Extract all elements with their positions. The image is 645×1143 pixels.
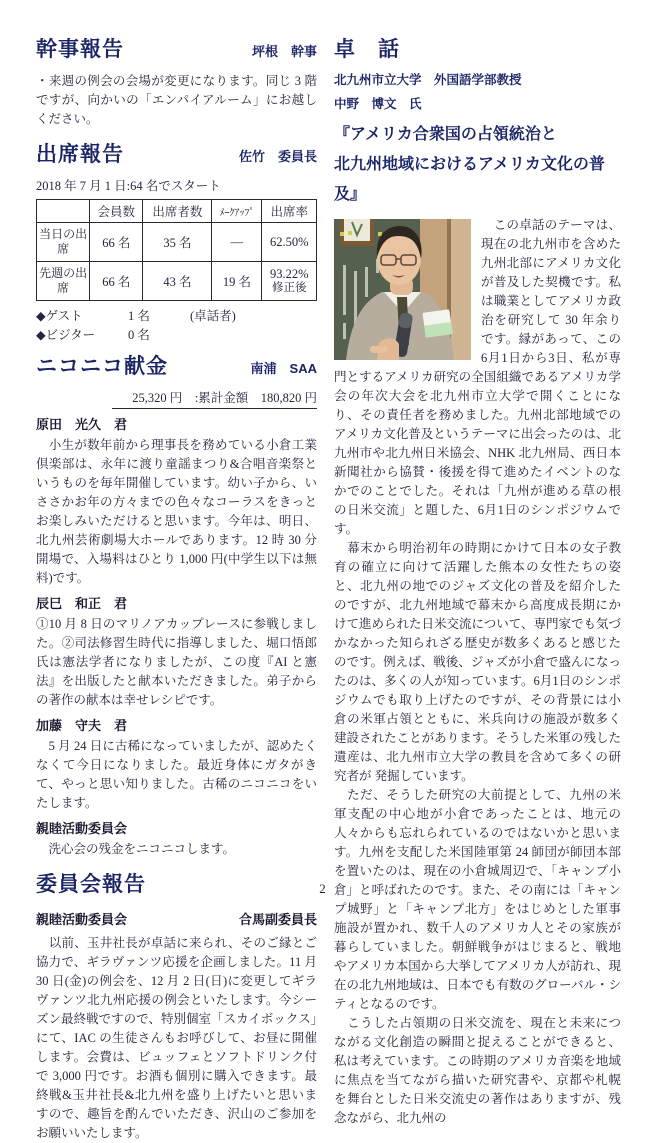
secretary-byline: 坪根 幹事: [251, 44, 317, 59]
left-column: [36, 38, 317, 1143]
attendance-byline: 佐竹 委員長: [238, 149, 317, 164]
section-title-talk: 卓 話: [334, 38, 400, 61]
section-title-niconico: ニコニコ献金: [36, 355, 168, 378]
niconico-header: [36, 355, 317, 379]
donation-entry: [36, 821, 317, 859]
donation-entry: [36, 718, 317, 813]
attendance-table: [36, 199, 317, 301]
table-header-makeup: ﾒｰｸｱｯﾌﾟ: [212, 200, 262, 223]
table-cell-label: 当日の出席: [37, 223, 90, 262]
entry-body: ①10 月 8 日のマリノアカップレースに参戦しました。②司法修習生時代に指導しました、堀口悟郎氏は憲法学者になりましたが、この度『AI と憲法』を出版したと献本いただきました。弟子からの著作の献本は幸せレシピです。: [36, 617, 317, 707]
visitor-line: [36, 326, 317, 345]
guest-label: ◆ゲスト: [36, 309, 83, 323]
donation-amount-line: 25,320 円 :累計金額 180,820 円: [112, 389, 317, 409]
visitor-label: ◆ビジター: [36, 328, 96, 342]
entry-body: 小生が数年前から理事長を務めている小倉工業倶楽部は、永年に渡り童謡まつり&合唱音楽祭というものを毎年開催しています。幼い子から、いささかお年の方々までの色々なコーラスをきっとお楽しみいただけると思います。今年は、明日、北九州芸術劇場大ホールであります。12 時 30 分開場で、入場料はひとり 1,000 円(中学生以下は無料)です。: [36, 438, 317, 585]
right-column: [334, 38, 621, 1128]
guest-note: (卓話者): [190, 309, 236, 323]
table-header-attendees: 出席者数: [143, 200, 212, 223]
page-number: 2: [319, 881, 326, 896]
talk-title-line2: 北九州地域におけるアメリカ文化の普及』: [334, 156, 605, 203]
table-header-row: [37, 200, 317, 223]
section-title-committee-report: 委員会報告: [36, 873, 146, 896]
talk-paragraph-3: ただ、そうした研究の大前提として、九州の米軍支配の中心地が小倉であったことは、地元の人々からも忘れられているのではないかと思います。九州を支配した米国陸軍第 24 師団が師団本部を置いたのは、現在の小倉城周辺で、「キャンプ小倉」と呼ばれたのです。また、その南には「キャンプ城野」と「キャンプ北方」をはじめとした軍事施設が置かれ、数千人のアメリカ人とその家族が暮らしていました。朝鮮戦争がはじまると、戦地やアメリカ本国から大挙してアメリカ人が訪れ、現在の北九州地域は、日本でも有数のグローバル・シティとなるのです。: [334, 788, 621, 1011]
entry-name: 加藤 守夫 君: [36, 718, 128, 733]
table-cell-label: 先週の出席: [37, 262, 90, 301]
section-title-secretary-report: 幹事報告: [36, 38, 124, 61]
talk-paragraph-2: 幕末から明治初年の時期にかけて日本の女子教育の確立に向けて活躍した熊本の女性たちの姿と、北九州の地でのジャズ文化の普及を紹介したのですが、北九州地域で幕末から高度成長期にかけて進められた日米交流について、専門家でも気づかなかった知られざる歴史が数多くあると感じたのです。例えば、戦後、ジャズが小倉で盛んになったのは、多くの人が知っています。6月1日のシンポジウムでも取り上げたのですが、その背景には小倉の米軍占領とともに、米兵向けの施設が数多く建設されたことがあります。そうした米軍の残した遺産は、北九州市立大学の教員を含めて多くの研究者が 発掘しています。: [334, 541, 622, 783]
entry-body: 洗心会の残金をニコニコします。: [36, 842, 236, 856]
entry-name: 辰巳 和正 君: [36, 596, 128, 611]
subcommittee-name: 親睦活動委員会: [36, 912, 128, 927]
niconico-byline: 南浦 SAA: [250, 361, 317, 376]
donation-entry: [36, 417, 317, 588]
table-cell-attendees: 35 名: [143, 223, 212, 262]
table-cell-makeup: ―: [212, 223, 262, 262]
table-cell-attendees: 43 名: [143, 262, 212, 301]
talk-title-line1: 『アメリカ合衆国の占領統治と: [334, 126, 557, 143]
guest-line: [36, 307, 317, 326]
secretary-report-body: ・来週の例会の会場が変更になります。同じ 3 階ですが、向かいの「エンパイアルーム」にお越しください。: [36, 74, 317, 126]
table-cell-members: 66 名: [90, 262, 143, 301]
speaker-affiliation: 北九州市立大学 外国語学部教授: [334, 73, 522, 87]
guest-count: 1 名: [128, 309, 150, 323]
table-cell-members: 66 名: [90, 223, 143, 262]
section-title-attendance-report: 出席報告: [36, 143, 124, 166]
secretary-report-header: [36, 38, 317, 62]
speaker-name: 中野 博文 氏: [334, 97, 422, 111]
entry-name: 親睦活動委員会: [36, 821, 128, 836]
table-cell-makeup: 19 名: [212, 262, 262, 301]
committee-report-body: 以前、玉井社長が卓話に来られ、そのご縁とご協力で、ギラヴァンツ応援を企画しました。11 月 30 日(金)の例会を、12 月 2 日(日)に変更してギラヴァンツ北九州応援の例会といたします。今シーズン最終戦ですので、特別個室「スカイボックス」にて、IAC の生徒さんもお呼びして、お昼に開催します。会費は、ビュッフェとソフトドリンク付で 3,000 円です。お酒も個別に購入できます。最終戦&玉井社長&北九州を盛り上げたいと思いますので、趣旨を酌んでいただき、沢山のご参加をお願いいたします。: [36, 936, 317, 1140]
talk-paragraph-4: こうした占領期の日米交流を、現在と未来につながる文化創造の瞬間と捉えることができると、私は考えています。この時期のアメリカ音楽を地域に焦点を当てながら描いた研究書や、京都や札幌を舞台とした日米交流史の著作はありますが、残念ながら、北九州の: [334, 1016, 621, 1125]
entry-name: 原田 光久 君: [36, 417, 128, 432]
talk-header: [334, 38, 621, 62]
talk-paragraph-1-text: この卓話のテーマは、現在の北九州市を含めた九州北部にアメリカ文化が普及した契機です。私は職業としてアメリカ政治を研究して 30 年余りです。縁があって、この6月1日から3日、私が専門とするアメリカ研究の全国組織であるアメリカ学会の年次大会を北九州市立大学で開くことになり、その責任者を務めました。九州北部地域でのアメリカ文化普及というテーマに出会ったのは、北九州市や北九州日米協会、NHK 北九州局、西日本新聞社から協賛・後援を得て進めたイベントのなかでのことでした。それは「九州が進める草の根の日米交流」と題した、6月1日のシンポジウムです。: [334, 218, 621, 536]
attendance-report-header: [36, 143, 317, 167]
speaker-photo: [334, 219, 471, 360]
table-cell-rate: 62.50%: [262, 223, 317, 262]
table-header-members: 会員数: [90, 200, 143, 223]
talk-paragraph-1: [334, 216, 621, 539]
committee-subheader: [36, 909, 317, 928]
table-row-today: [37, 223, 317, 262]
rate-note: 修正後: [271, 282, 307, 294]
table-header-blank: [37, 200, 90, 223]
rate-value: 93.22%: [269, 267, 309, 281]
attendance-start-line: 2018 年 7 月 1 日:64 名でスタート: [36, 179, 221, 193]
table-header-rate: 出席率: [262, 200, 317, 223]
talk-title: [334, 120, 621, 210]
committee-byline: 合馬副委員長: [238, 912, 317, 927]
table-row-lastweek: [37, 262, 317, 301]
table-cell-rate: [262, 262, 317, 301]
entry-body: 5 月 24 日に古稀になっていましたが、認めたくなくて今日になりました。最近身体にガタがきて、やっと思い知りました。古稀のニコニコをいたします。: [36, 739, 317, 810]
donation-entry: [36, 596, 317, 710]
visitor-count: 0 名: [128, 328, 150, 342]
